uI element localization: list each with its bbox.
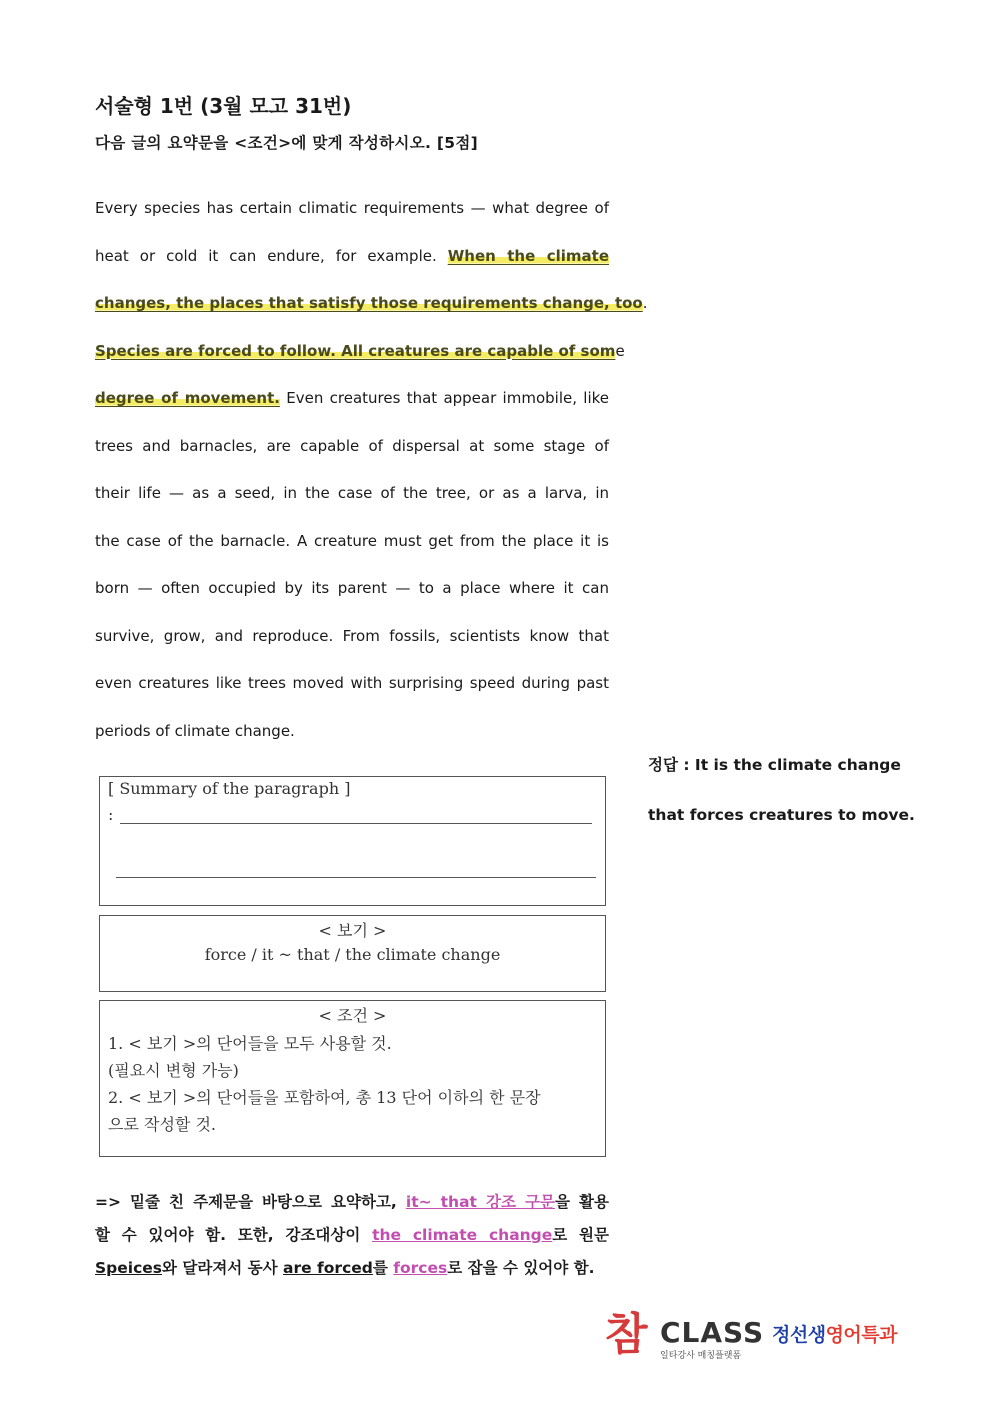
explanation-text: 로 잡을 수 있어야 함. (447, 1259, 595, 1277)
topic-sentence-highlight: When the climate (447, 246, 609, 265)
explanation-line (95, 1219, 609, 1252)
answer-line: that forces creatures to move. (648, 806, 915, 824)
class-logo-name: CLASS (660, 1316, 765, 1349)
topic-sentence-highlight: changes, the places that satisfy those requirements change, too (95, 294, 643, 312)
word-bank-heading: < 보기 > (318, 921, 387, 940)
passage-line: born — often occupied by its parent — to a place where it can (95, 579, 609, 597)
passage-line: periods of climate change. (95, 721, 295, 740)
condition-item: 1. < 보기 >의 단어들을 모두 사용할 것. (108, 1034, 392, 1053)
passage-line (95, 280, 648, 328)
reading-passage (95, 185, 648, 755)
original-verb-keyword: are forced (283, 1259, 373, 1277)
passage-text: e (615, 341, 625, 360)
topic-sentence-highlight: Species are forced to follow. All creatures are capable of som (95, 341, 616, 360)
passage-line: their life — as a seed, in the case of the tree, or as a larva, in (95, 484, 609, 502)
question-instruction: 다음 글의 요약문을 <조건>에 맞게 작성하시오. [5점] (95, 134, 478, 152)
explanation-text: 와 달라져서 동사 (162, 1259, 284, 1277)
question-title: 서술형 1번 (3월 모고 31번) (95, 94, 352, 118)
passage-line: Every species has certain climatic requirements — what degree of (95, 199, 609, 217)
explanation-line (95, 1252, 609, 1285)
changed-verb-keyword: forces (393, 1259, 448, 1277)
brand-logo (772, 1320, 897, 1347)
passage-line: the case of the barnacle. A creature must get from the place it is (95, 531, 609, 550)
condition-item: (필요시 변형 가능) (108, 1061, 239, 1080)
condition-item: 으로 작성할 것. (108, 1115, 216, 1134)
answer-line: 정답 : It is the climate change (648, 756, 901, 774)
condition-item: 2. < 보기 >의 단어들을 포함하여, 총 13 단어 이하의 한 문장 (108, 1088, 541, 1107)
passage-text: . (642, 294, 648, 312)
passage-line: even creatures like trees moved with surprising speed during past (95, 674, 609, 692)
conditions-box (99, 1000, 606, 1157)
original-subject-keyword: Speices (95, 1259, 163, 1277)
explanation-text: => 밑줄 친 주제문을 바탕으로 요약하고, (95, 1193, 406, 1211)
summary-heading: [ Summary of the paragraph ] (108, 779, 351, 798)
explanation-line (95, 1186, 609, 1219)
class-logo-subtitle: 일타강사 매칭플랫폼 (660, 1351, 742, 1361)
emphasis-target-keyword: the climate change (372, 1226, 553, 1244)
passage-text: Even creatures that appear immobile, like (279, 389, 609, 407)
explanation-text: 를 (372, 1259, 394, 1277)
explanation-text: 로 원문 (552, 1226, 609, 1244)
passage-line (95, 375, 609, 423)
passage-line: trees and barnacles, are capable of dispersal at some stage of (95, 436, 609, 455)
class-logo-mark: 참 (605, 1309, 648, 1360)
summary-colon: : (108, 805, 114, 824)
explanation-text: 할 수 있어야 함. 또한, 강조대상이 (95, 1226, 373, 1244)
emphasis-construction-keyword: it~ that 강조 구문 (405, 1193, 555, 1211)
passage-line (95, 328, 625, 376)
brand-logo-blue: 정선생 (772, 1324, 826, 1346)
summary-answer-box (99, 776, 606, 906)
explanation (95, 1186, 609, 1285)
word-bank-box (99, 915, 606, 992)
explanation-text: 을 활용 (555, 1193, 609, 1211)
conditions-heading: < 조건 > (318, 1006, 387, 1025)
brand-logo-red: 영어특과 (825, 1324, 897, 1346)
answer-key (648, 740, 915, 840)
summary-answer-line-1[interactable] (120, 823, 592, 824)
topic-sentence-highlight: degree of movement. (95, 389, 280, 407)
word-bank-words: force / it ~ that / the climate change (204, 945, 501, 964)
passage-line: survive, grow, and reproduce. From fossils, scientists know that (95, 626, 609, 645)
passage-text: heat or cold it can endure, for example. (95, 246, 448, 265)
summary-answer-line-2[interactable] (116, 877, 596, 878)
passage-line (95, 233, 609, 281)
